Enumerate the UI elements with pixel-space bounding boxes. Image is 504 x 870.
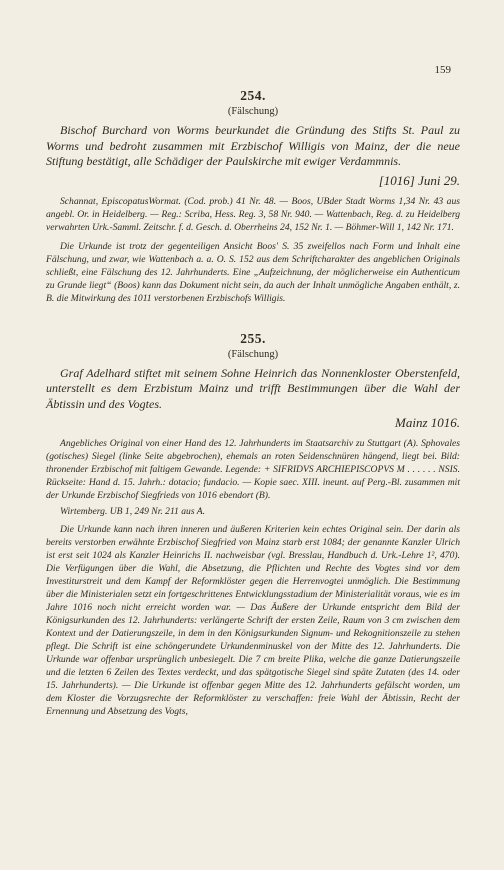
forgery-label: (Fälschung) bbox=[227, 106, 279, 117]
regest-body: Graf Adelhard stiftet mit seinem Sohne Heinrich das Nonnenkloster Oberstenfeld, unterstellt es dem Erzbistum Mainz und trifft Bestimmungen über die Wahl der Äbtissin und des Vogtes. bbox=[46, 365, 460, 411]
document-number: 255. bbox=[240, 330, 266, 346]
forgery-label: (Fälschung) bbox=[227, 348, 279, 360]
source-references: Schannat, EpiscopatusWormat. (Cod. prob.) 41 Nr. 48. — Boos, UBder Stadt Worms 1,34 Nr. 43 aus angebl. Or. in Heidelberg. — Reg.: Scriba, Hess. Reg. 3, 58 Nr. 940. — Wattenbach, Reg. d. zu Heidelberg verwahrten Urk.-Samml. Zeitschr. f. d. Gesch. d. Oberrheins 24, 152 Nr. 1. — Böhmer-Will 1, 142 Nr. 171. bbox=[46, 195, 460, 233]
source-description: Angebliches Original von einer Hand des 12. Jahrhunderts im Staatsarchiv zu Stuttgart (A). Sphovales (gotisches) Siegel (linke Seite abgebrochen), ehemals an roten Seidenschnüren hängend, liegt bei. Bild: thronender Erzbischof mit faltigem Gewande. Legende: + SIFRIDVS ARCHIEPISCOPVS M . . . . . . NSIS. Rückseite: Hand d. 15. Jahrh.: dotacio; fundacio. — Kopie saec. XIII. ineunt. auf Perg.-Bl. zusammen mit der Urkunde Erzbischof Siegfrieds von 1016 ebendort (B). bbox=[46, 438, 460, 501]
page-number: 159 bbox=[434, 64, 451, 76]
document-254 bbox=[46, 0, 460, 305]
date-line: [1016] Juni 29. bbox=[378, 172, 460, 188]
place-date-line: Mainz 1016. bbox=[395, 415, 460, 430]
document-255 bbox=[46, 305, 460, 719]
edition-reference: Wirtemberg. UB 1, 249 Nr. 211 aus A. bbox=[60, 506, 206, 517]
regest-text: Bischof Burchard von Worms beurkundet die Gründung des Stifts St. Paul zu Worms und bedroht zusammen mit Erzbischof Willigis von Mainz, der die neue Stiftung bestätigt, alle Schädiger der Paulskirche mit ewiger Verdammnis. bbox=[46, 123, 460, 168]
regest-text bbox=[46, 366, 460, 413]
commentary-text: Die Urkunde ist trotz der gegenteiligen Ansicht Boos' S. 35 zweifellos nach Form und Inhalt eine Fälschung, und zwar, wie Wattenbach a. a. O. S. 152 aus dem Schriftcharakter des angeblichen Originals schließt, eine Fälschung des 12. Jahrhunderts. Eine „Aufzeichnung, der möglicherweise ein Authenticum zu Grunde liegt“ (Boos) kann das Dokument nicht sein, da auch der Inhalt unmögliche Angaben enthält, z. B. die Mitwirkung des 1011 verstorbenen Erzbischofs Willigis. bbox=[46, 240, 460, 304]
commentary-text: Die Urkunde kann nach ihren inneren und äußeren Kriterien kein echtes Original sein. Der darin als bereits verstorben erwähnte Erzbischof Siegfried von Mainz starb erst 1084; der genannte Kanzler Ulrich ist erst seit 1024 als Kanzler Heinrichs II. nachweisbar (vgl. Bresslau, Handbuch d. Urk.-Lehre 1², 470). Die Verfügungen über die Wahl, die Absetzung, die Pflichten und Rechte des Vogtes sind vor dem Investiturstreit und dem Kampf der Reformklöster gegen die Herrenvogtei unmöglich. Die Bestimmung über die Ministerialen setzt ein fortgeschrittenes Entwicklungsstadium der Ministerialität voraus, wie es im Jahre 1016 noch nicht erreicht worden war. — Das Äußere der Urkunde entspricht dem Bild der Königsurkunden des 12. Jahrhunderts: verlängerte Schrift der ersten Zeile, Raum von 3 cm zwischen dem Kontext und der Datierungszeile, in dem in den Königsurkunden Signum- und Rekognitionszeile zu stehen pflegt. Die Schrift ist eine schöngerundete Urkundenminuskel von der Mitte des 12. Jahrhunderts. Die Urkunde war offenbar ursprünglich unbesiegelt. Die 7 cm breite Plika, welche die ganze Datierungszeile und die letzten 6 Zeilen des Textes verdeckt, und das spätgotische Siegel sind späte Zutaten (des 14. oder 15. Jahrhunderts). — Die Urkunde ist offenbar gegen Mitte des 12. Jahrhunderts gefälscht worden, um dem Kloster die Vorzugsrechte der Reformklöster zu verschaffen: freie Wahl der Äbtissin, Recht der Ernennung und Absetzung des Vogts, bbox=[46, 524, 460, 717]
document-number: 254. bbox=[240, 88, 266, 103]
